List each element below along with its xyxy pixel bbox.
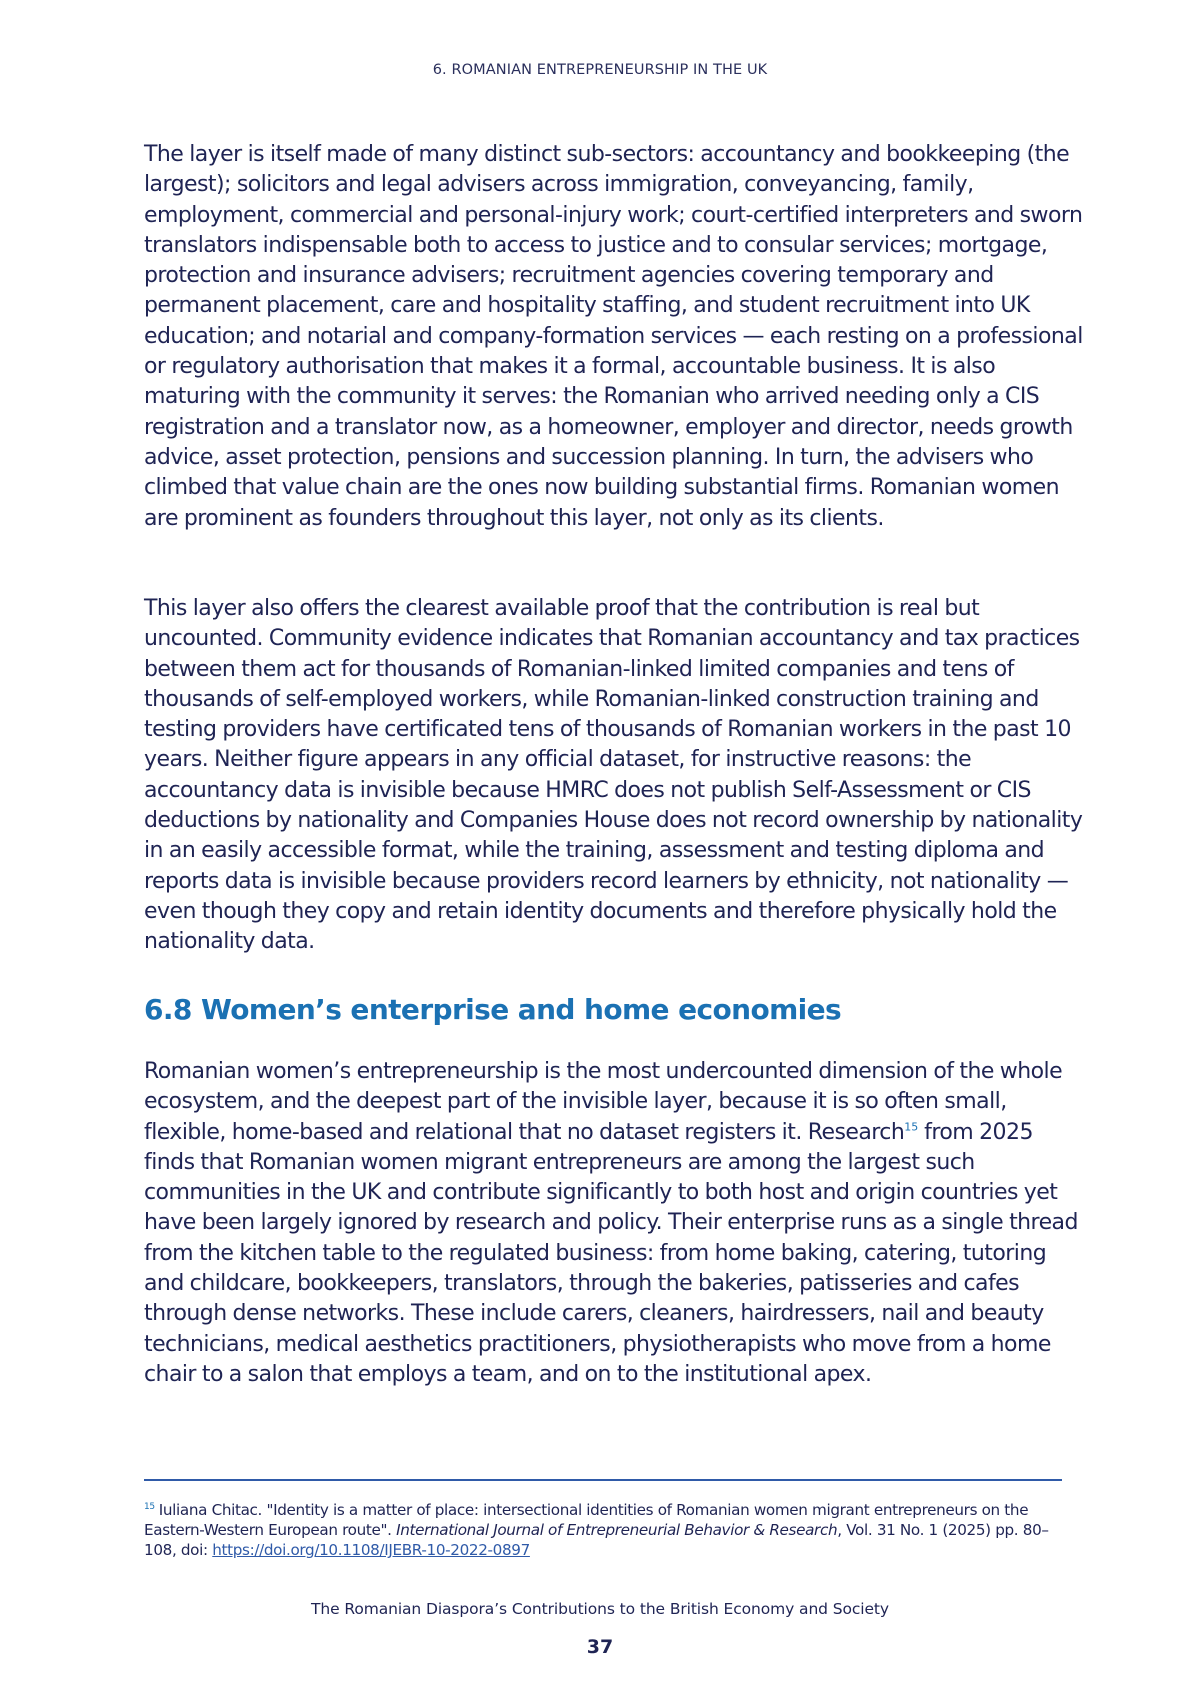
footnote-doi-link[interactable]: https://doi.org/10.1108/IJEBR-10-2022-0897 bbox=[212, 1541, 530, 1559]
footnote-text-before-journal: Iuliana Chitac. "Identity is a matter of place: intersectional identities of Romanian women migrant entrepreneurs on the Eastern-Western European route". bbox=[144, 1501, 1029, 1539]
section-heading: 6.8 Women’s enterprise and home economies bbox=[144, 993, 842, 1026]
body-paragraph-1: The layer is itself made of many distinct sub-sectors: accountancy and bookkeeping (the largest); solicitors and legal advisers across immigration, conveyancing, family, employment, commercial and personal-injury work; court-certified interpreters and sworn translators indispensable both to access to justice and to consular services; mortgage, protection and insurance advisers; recruitment agencies covering temporary and permanent placement, care and hospitality staffing, and student recruitment into UK education; and notarial and company-formation services — each resting on a professional or regulatory authorisation that makes it a formal, accountable business. It is also maturing with the community it serves: the Romanian who arrived needing only a CIS registration and a translator now, as a homeowner, employer and director, needs growth advice, asset protection, pensions and succession planning. In turn, the advisers who climbed that value chain are the ones now building substantial firms. Romanian women are prominent as founders throughout this layer, not only as its clients. bbox=[144, 142, 1083, 531]
footnote-divider bbox=[144, 1479, 1062, 1481]
running-header: 6. ROMANIAN ENTREPRENEURSHIP IN THE UK bbox=[432, 62, 768, 78]
footer-publication-title: The Romanian Diaspora’s Contributions to the British Economy and Society bbox=[311, 1600, 889, 1618]
body-paragraph-3 bbox=[144, 1057, 1089, 1390]
footnote-number: 15 bbox=[144, 1501, 155, 1512]
footnote-reference[interactable]: 15 bbox=[904, 1120, 919, 1134]
footnote bbox=[144, 1500, 1069, 1560]
paragraph-3-text-part-2: from 2025 finds that Romanian women migrant entrepreneurs are among the largest such communities in the UK and contribute significantly to both host and origin countries yet have been largely ignored by research and policy. Their enterprise runs as a single thread from the kitchen table to the regulated business: from home baking, catering, tutoring and childcare, bookkeepers, translators, through the bakeries, patisseries and cafes through dense networks. These include carers, cleaners, hairdressers, nail and beauty technicians, medical aesthetics practitioners, physiotherapists who move from a home chair to a salon that employs a team, and on to the institutional apex. bbox=[144, 1119, 1078, 1387]
paragraph-3-text-part-1: Romanian women’s entrepreneurship is the most undercounted dimension of the whole ecosystem, and the deepest part of the invisible layer, because it is so often small, flexible, home-based and relational that no dataset registers it. Research bbox=[144, 1059, 1063, 1145]
footnote-text-after-journal: , Vol. 31 No. 1 (2025) pp. 80–108, doi: bbox=[144, 1521, 1049, 1559]
page-number: 37 bbox=[586, 1636, 614, 1658]
body-paragraph-2: This layer also offers the clearest available proof that the contribution is real but uncounted. Community evidence indicates that Romanian accountancy and tax practices between them act for thousands of Romanian-linked limited companies and tens of thousands of self-employed workers, while Romanian-linked construction training and testing providers have certificated tens of thousands of Romanian workers in the past 10 years. Neither figure appears in any official dataset, for instructive reasons: the accountancy data is invisible because HMRC does not publish Self-Assessment or CIS deductions by nationality and Companies House does not record ownership by nationality in an easily accessible format, while the training, assessment and testing diploma and reports data is invisible because providers record learners by ethnicity, not nationality — even though they copy and retain identity documents and therefore physically hold the nationality data. bbox=[144, 596, 1083, 955]
footnote-journal-title: International Journal of Entrepreneurial Behavior & Research bbox=[396, 1521, 838, 1539]
